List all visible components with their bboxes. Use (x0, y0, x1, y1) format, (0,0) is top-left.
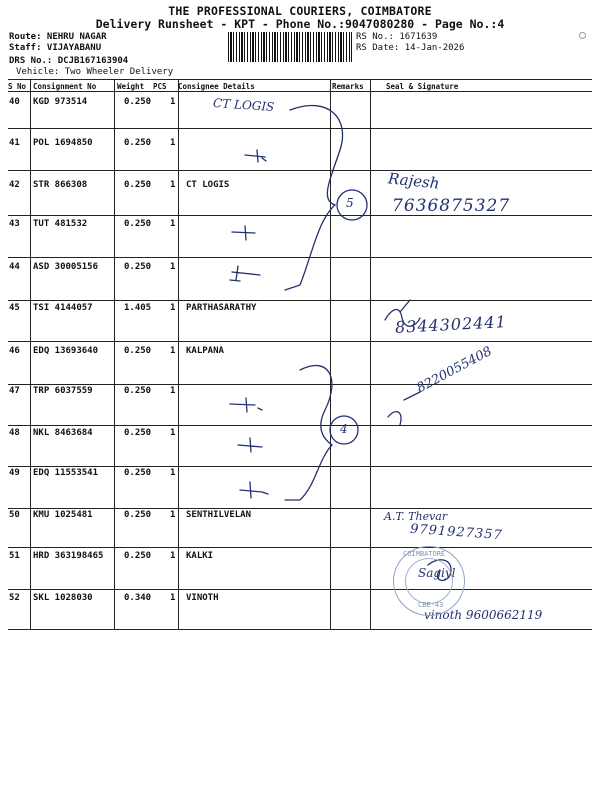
handwritten-name: Rajesh (387, 169, 441, 193)
row-consignment: TUT 481532 (33, 219, 88, 229)
col-header-remarks: Remarks (332, 82, 364, 91)
row-consignee: KALPANA (186, 346, 224, 356)
row-weight: 0.250 (124, 262, 152, 272)
stamp-text: COIMBATORE (403, 550, 446, 558)
row-weight: 0.250 (124, 510, 152, 520)
row-weight: 0.250 (124, 386, 152, 396)
row-pcs: 1 (170, 303, 176, 313)
row-consignment: KGD 973514 (33, 97, 88, 107)
row-pcs: 1 (170, 468, 176, 478)
row-weight: 0.340 (124, 593, 152, 603)
row-consignment: NKL 8463684 (33, 428, 93, 438)
row-weight: 0.250 (124, 428, 152, 438)
handwritten-signature: Sagiyl (418, 566, 456, 580)
barcode (228, 32, 352, 62)
row-consignee: CT LOGIS (186, 180, 230, 190)
row-sno: 50 (9, 510, 20, 520)
route-label: Route: NEHRU NAGAR (9, 32, 107, 42)
row-consignment: EDQ 13693640 (33, 346, 99, 356)
runsheet-subtitle: Delivery Runsheet - KPT - Phone No.:9047080280 - Page No.:4 (95, 17, 505, 31)
row-sno: 43 (9, 219, 20, 229)
circle-count: 4 (340, 422, 348, 436)
row-consignment: SKL 1028030 (33, 593, 93, 603)
row-sno: 45 (9, 303, 20, 313)
row-pcs: 1 (170, 428, 176, 438)
row-weight: 0.250 (124, 346, 152, 356)
row-weight: 0.250 (124, 97, 152, 107)
company-title: THE PROFESSIONAL COURIERS, COIMBATORE (168, 4, 432, 18)
handwritten-phone: 9791927357 (409, 521, 504, 544)
col-header-sno: S No (8, 82, 27, 91)
row-consignment: STR 866308 (33, 180, 88, 190)
handwritten-phone: 8344302441 (394, 312, 508, 337)
handwritten-consignee: CT LOGIS (212, 95, 275, 115)
rs-date: RS Date: 14-Jan-2026 (356, 43, 465, 53)
row-pcs: 1 (170, 219, 176, 229)
row-sno: 46 (9, 346, 20, 356)
row-pcs: 1 (170, 97, 176, 107)
row-sno: 52 (9, 593, 20, 603)
row-consignment: HRD 363198465 (33, 551, 104, 561)
row-pcs: 1 (170, 262, 176, 272)
row-weight: 0.250 (124, 138, 152, 148)
row-sno: 44 (9, 262, 20, 272)
handwritten-name: A.T. Thevar (384, 510, 448, 523)
row-consignee: VINOTH (186, 593, 219, 603)
row-pcs: 1 (170, 138, 176, 148)
vehicle-label: Vehicle: Two Wheeler Delivery (16, 67, 174, 77)
col-header-consignee: Consignee Details (178, 82, 255, 91)
drs-number: DRS No.: DCJB167163904 (9, 56, 129, 66)
col-header-seal: Seal & Signature (386, 82, 459, 91)
rs-number: RS No.: 1671639 (356, 32, 438, 42)
row-consignment: POL 1694850 (33, 138, 93, 148)
row-consignee: SENTHILVELAN (186, 510, 252, 520)
row-weight: 0.250 (124, 219, 152, 229)
seal-stamp-inner (405, 558, 453, 604)
handwritten-phone: vinoth 9600662119 (424, 608, 543, 622)
row-sno: 42 (9, 180, 20, 190)
row-sno: 47 (9, 386, 20, 396)
circle-count: 5 (346, 196, 354, 210)
row-sno: 41 (9, 138, 20, 148)
row-weight: 0.250 (124, 180, 152, 190)
col-header-weight: Weight (117, 82, 145, 91)
stamp-text: CBE-43 (418, 601, 444, 609)
row-consignment: KMU 1025481 (33, 510, 93, 520)
row-consignment: TSI 4144057 (33, 303, 93, 313)
staff-label: Staff: VIJAYABANU (9, 43, 102, 53)
row-pcs: 1 (170, 551, 176, 561)
row-sno: 48 (9, 428, 20, 438)
row-consignment: ASD 30005156 (33, 262, 99, 272)
row-sno: 49 (9, 468, 20, 478)
handwritten-phone: 8220055408 (414, 344, 495, 397)
row-consignment: TRP 6037559 (33, 386, 93, 396)
row-pcs: 1 (170, 386, 176, 396)
row-sno: 51 (9, 551, 20, 561)
handwritten-phone: 7636875327 (392, 196, 511, 216)
row-weight: 0.250 (124, 551, 152, 561)
row-weight: 0.250 (124, 468, 152, 478)
row-consignee: PARTHASARATHY (186, 303, 257, 313)
row-consignee: KALKI (186, 551, 214, 561)
row-pcs: 1 (170, 180, 176, 190)
col-header-pcs: PCS (153, 82, 167, 91)
row-pcs: 1 (170, 510, 176, 520)
col-header-consignment: Consignment No (33, 82, 97, 91)
row-weight: 1.405 (124, 303, 152, 313)
row-pcs: 1 (170, 346, 176, 356)
corner-mark-icon (579, 32, 586, 39)
row-consignment: EDQ 11553541 (33, 468, 99, 478)
row-sno: 40 (9, 97, 20, 107)
row-pcs: 1 (170, 593, 176, 603)
